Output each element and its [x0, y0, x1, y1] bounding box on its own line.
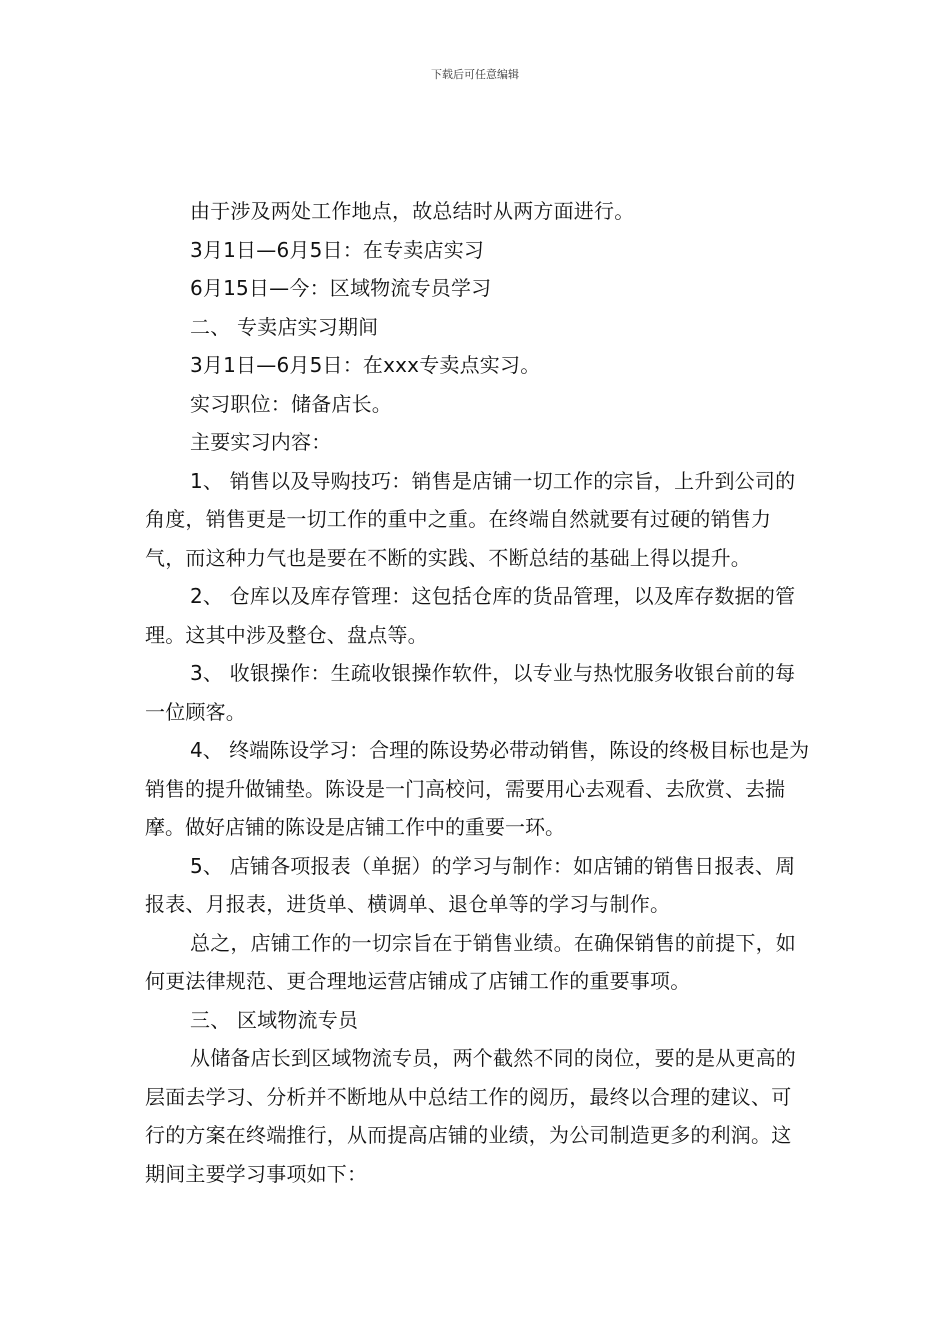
paragraph-content-heading: 主要实习内容：	[190, 430, 332, 454]
paragraph-intro: 由于涉及两处工作地点，故总结时从两方面进行。	[190, 199, 635, 223]
list-item-display: 4、 终端陈设学习：合理的陈设势必带动销售，陈设的终极目标也是为销售的提升做铺垫。陈设是一门高校问，需要用心去观看、去欣赏、去揣摩。做好店铺的陈设是店铺工作中的重要一环。	[145, 738, 810, 839]
section-heading-logistics: 三、 区域物流专员	[190, 1007, 359, 1032]
list-item-warehouse: 2、 仓库以及库存管理：这包括仓库的货品管理，以及库存数据的管理。这其中涉及整仓、盘点等。	[145, 584, 796, 647]
list-item-reports: 5、 店铺各项报表（单据）的学习与制作：如店铺的销售日报表、周报表、月报表，进货单、横调单、退仓单等的学习与制作。	[145, 853, 796, 916]
page-header-note: 下载后可任意编辑	[431, 68, 519, 81]
paragraph-logistics: 从储备店长到区域物流专员，两个截然不同的岗位，要的是从更高的层面去学习、分析并不断地从中总结工作的阅历，最终以合理的建议、可行的方案在终端推行，从而提高店铺的业绩，为公司制造更多的利润。这期间主要学习事项如下：	[145, 1046, 796, 1186]
section-heading-store-internship: 二、 专卖店实习期间	[190, 314, 379, 339]
paragraph-period-logistics: 6月15日—今：区域物流专员学习	[190, 276, 492, 300]
document-body	[145, 192, 810, 1193]
list-item-cashier: 3、 收银操作：生疏收银操作软件，以专业与热忱服务收银台前的每一位顾客。	[145, 661, 796, 724]
list-item-sales: 1、 销售以及导购技巧：销售是店铺一切工作的宗旨，上升到公司的角度，销售更是一切工作的重中之重。在终端自然就要有过硬的销售力气，而这种力气也是要在不断的实践、不断总结的基础上得以提升。	[145, 468, 796, 570]
paragraph-store-dates: 3月1日—6月5日：在xxx专卖点实习。	[190, 353, 541, 377]
paragraph-position: 实习职位：储备店长。	[190, 391, 392, 416]
paragraph-period-store: 3月1日—6月5日：在专卖店实习	[190, 237, 485, 262]
paragraph-summary: 总之，店铺工作的一切宗旨在于销售业绩。在确保销售的前提下，如何更法律规范、更合理地运营店铺成了店铺工作的重要事项。	[145, 930, 796, 993]
